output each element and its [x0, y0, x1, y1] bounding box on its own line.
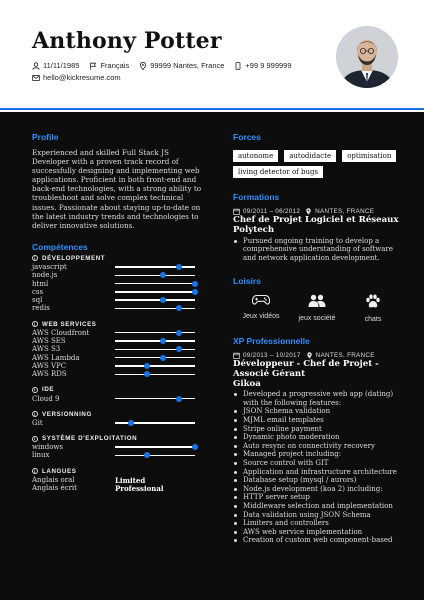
languages-group-name: LANGUES	[42, 467, 77, 475]
list-item: Database setup (mysql / aurors)	[233, 476, 401, 485]
birthdate-text: 11/11/1985	[43, 61, 80, 70]
skill-level-bar	[115, 299, 195, 300]
resume-header	[0, 0, 424, 110]
skill-level-bar	[115, 266, 195, 267]
skill-label: AWS RDS	[32, 370, 67, 379]
competences-title: Compétences	[32, 241, 88, 252]
experience-company: Gikoa	[233, 378, 261, 389]
forces-title: Forces	[233, 132, 261, 142]
info-icon: i	[32, 468, 38, 474]
language-row	[32, 476, 202, 485]
skill-label: AWS S3	[32, 345, 61, 354]
envelope-icon	[32, 74, 40, 82]
list-item: Developed a progressive web app (dating) with the following features:	[233, 390, 401, 407]
skill-level-dot	[160, 338, 166, 344]
gamepad-icon	[252, 294, 270, 306]
email-item[interactable]	[32, 73, 322, 82]
location-item	[139, 61, 224, 70]
formation-item	[233, 208, 401, 262]
skill-group-heading	[32, 411, 202, 418]
experience-bullets	[233, 390, 401, 545]
list-item: Auto resync on connectivity recovery	[233, 442, 401, 451]
list-item: AWS web service implementation	[233, 528, 401, 537]
skill-group-name: SYSTÈME D'EXPLOITATION	[42, 435, 138, 442]
skill-label: AWS SES	[32, 337, 66, 346]
list-item: Node.js development (koa 2) including:	[233, 485, 401, 494]
skill-level-bar	[115, 374, 195, 375]
phone-item	[234, 61, 291, 70]
skill-level-dot	[192, 289, 198, 295]
skill-row	[32, 443, 202, 451]
skill-level-dot	[160, 355, 166, 361]
skill-level-dot	[192, 281, 198, 287]
formation-title: Chef de Projet Logiciel et Réseaux	[233, 215, 399, 225]
skill-level-bar	[115, 455, 195, 456]
skill-label: AWS VPC	[32, 361, 67, 370]
hobbies-list	[233, 294, 401, 323]
skill-label: redis	[32, 304, 50, 313]
experience-title: XP Professionnelle	[233, 336, 310, 347]
phone-icon	[234, 62, 242, 70]
hobby-item	[289, 294, 345, 323]
skill-label: windows	[32, 443, 64, 452]
skill-level-bar	[115, 365, 195, 366]
skill-label: sql	[32, 296, 43, 305]
nationality-item	[89, 61, 129, 70]
map-pin-icon	[305, 208, 312, 215]
resume-body	[0, 112, 424, 600]
skill-label: css	[32, 287, 44, 296]
skill-level-dot	[144, 452, 150, 458]
calendar-icon	[233, 208, 240, 215]
skill-group-heading	[32, 386, 202, 393]
skill-level-dot	[176, 264, 182, 270]
skill-level-bar	[115, 446, 195, 447]
skill-group-heading	[32, 255, 202, 262]
skill-level-dot	[144, 371, 150, 377]
skill-level-dot	[144, 363, 150, 369]
email-text[interactable]: hello@kickresume.com	[43, 73, 121, 82]
skill-row	[32, 329, 202, 337]
skill-label: javascript	[32, 262, 67, 271]
info-icon: i	[32, 255, 38, 261]
right-column	[233, 132, 401, 545]
list-item: Application and infrastructure architecture	[233, 468, 401, 477]
profile-text: Experienced and skilled Full Stack JS Developer with a proven track record of successfully designing and implementing web applications. Proficient in both front-end and back-end technologies, with a strong ability to troubleshoot and solve complex technical issues. Passionate about staying up-to-date on the latest industry trends and technologies to deliver innovative solutions.	[32, 148, 202, 230]
experience-date-range: 09/2013 – 10/2017	[243, 352, 301, 360]
skill-row	[32, 354, 202, 362]
skill-row	[32, 288, 202, 296]
skill-label: AWS Lambda	[32, 353, 80, 362]
skill-level-bar	[115, 308, 195, 309]
phone-text: +99 9 999999	[245, 61, 292, 70]
experience-item	[233, 352, 401, 545]
list-item: Middleware selection and implementation	[233, 502, 401, 511]
skill-group-heading	[32, 468, 202, 475]
formation-dates	[233, 208, 401, 215]
candidate-name: Anthony Potter	[32, 28, 222, 54]
skill-level-bar	[115, 349, 195, 350]
skill-label: html	[32, 279, 49, 288]
skill-row	[32, 337, 202, 345]
list-item: MJML email templates	[233, 416, 401, 425]
hobby-item	[345, 294, 401, 323]
skill-group-name: VERSIONNING	[42, 410, 92, 418]
skill-label: node.js	[32, 271, 58, 280]
list-item: Limiters and controllers	[233, 519, 401, 528]
map-pin-icon	[139, 62, 147, 70]
force-tag: optimisation	[342, 150, 396, 162]
skill-row	[32, 263, 202, 271]
skill-label: Git	[32, 418, 43, 427]
languages-list	[32, 476, 202, 494]
skill-row	[32, 419, 202, 427]
skill-level-bar	[115, 291, 195, 292]
skill-group-name: WEB SERVICES	[42, 320, 97, 328]
formation-bullets	[233, 237, 401, 263]
loisirs-title: Loisirs	[233, 276, 261, 287]
list-item: Creation of custom web component-based	[233, 536, 401, 545]
birthdate-item	[32, 61, 79, 70]
formations-title: Formations	[233, 192, 280, 202]
force-tag: living detector of bugs	[233, 166, 323, 178]
skill-label: AWS Cloudfront	[32, 328, 90, 337]
skill-row	[32, 362, 202, 370]
list-item: Data validation using JSON Schema	[233, 511, 401, 520]
profile-photo	[336, 26, 398, 88]
language-label: Anglais oral	[32, 475, 75, 484]
skill-level-bar	[115, 283, 195, 284]
info-icon: i	[32, 436, 38, 442]
list-item: HTTP server setup	[233, 493, 401, 502]
list-item: Stripe online payment	[233, 425, 401, 434]
skill-label: linux	[32, 451, 50, 460]
contact-info	[32, 61, 332, 82]
skill-group-name: IDE	[42, 386, 55, 394]
skill-level-bar	[115, 357, 195, 358]
hobby-label: chats	[364, 316, 382, 324]
skill-level-dot	[176, 396, 182, 402]
formation-date-range: 09/2011 – 06/2012	[243, 208, 301, 215]
formation-location: NANTES, FRANCE	[315, 208, 375, 215]
info-icon: i	[32, 411, 38, 417]
force-tag: autonome	[233, 150, 278, 162]
skill-level-dot	[128, 420, 134, 426]
forces-tags	[233, 150, 401, 178]
skill-level-dot	[176, 330, 182, 336]
paw-icon	[365, 294, 381, 309]
skill-row	[32, 370, 202, 378]
skill-label: Cloud 9	[32, 394, 60, 403]
language-level: Limited	[115, 475, 146, 485]
profile-title: Profile	[32, 132, 59, 142]
skill-level-dot	[160, 297, 166, 303]
list-item: Source control with GIT	[233, 459, 401, 468]
skill-row	[32, 394, 202, 402]
language-level: Professional	[115, 484, 164, 494]
list-item: Managed project including:	[233, 450, 401, 459]
user-icon	[32, 62, 40, 70]
skills-list	[32, 255, 202, 460]
location-text: 99999 Nantes, France	[150, 61, 225, 70]
skill-level-dot	[160, 272, 166, 278]
skill-row	[32, 304, 202, 312]
skill-row	[32, 279, 202, 287]
skill-row	[32, 271, 202, 279]
force-tag: autodidacte	[284, 150, 336, 162]
skill-level-bar	[115, 340, 195, 341]
skill-row	[32, 296, 202, 304]
list-item: JSON Schema validation	[233, 407, 401, 416]
skill-group-heading	[32, 435, 202, 442]
language-label: Anglais écrit	[32, 484, 77, 493]
skill-level-bar	[115, 332, 195, 333]
list-item: Pursued ongoing training to develop a comprehensive understanding of software and network application development.	[233, 237, 401, 263]
hobby-item	[233, 294, 289, 323]
skill-level-bar	[115, 275, 195, 276]
formation-school: Polytech	[233, 225, 275, 236]
hobby-label: jeux société	[298, 315, 336, 323]
info-icon: i	[32, 387, 38, 393]
skill-level-bar	[115, 422, 195, 423]
list-item: Dynamic photo moderation	[233, 433, 401, 442]
info-icon: i	[32, 321, 38, 327]
skill-row	[32, 345, 202, 353]
experience-location: NANTES, FRANCE	[315, 352, 375, 360]
skill-group-name: DÉVELOPPEMENT	[42, 254, 106, 262]
language-row	[32, 484, 202, 493]
skill-group-heading	[32, 321, 202, 328]
skill-level-dot	[176, 305, 182, 311]
experience-title-text: Développeur - Chef de Projet - Associé Gérant	[233, 359, 379, 379]
people-icon	[308, 294, 326, 308]
nationality-text: Français	[100, 61, 130, 70]
skill-level-bar	[115, 398, 195, 399]
flag-icon	[89, 62, 97, 70]
hobby-label: Jeux vidéos	[242, 313, 280, 321]
skill-level-dot	[176, 346, 182, 352]
left-column	[32, 132, 202, 493]
skill-level-dot	[192, 444, 198, 450]
skill-row	[32, 451, 202, 459]
